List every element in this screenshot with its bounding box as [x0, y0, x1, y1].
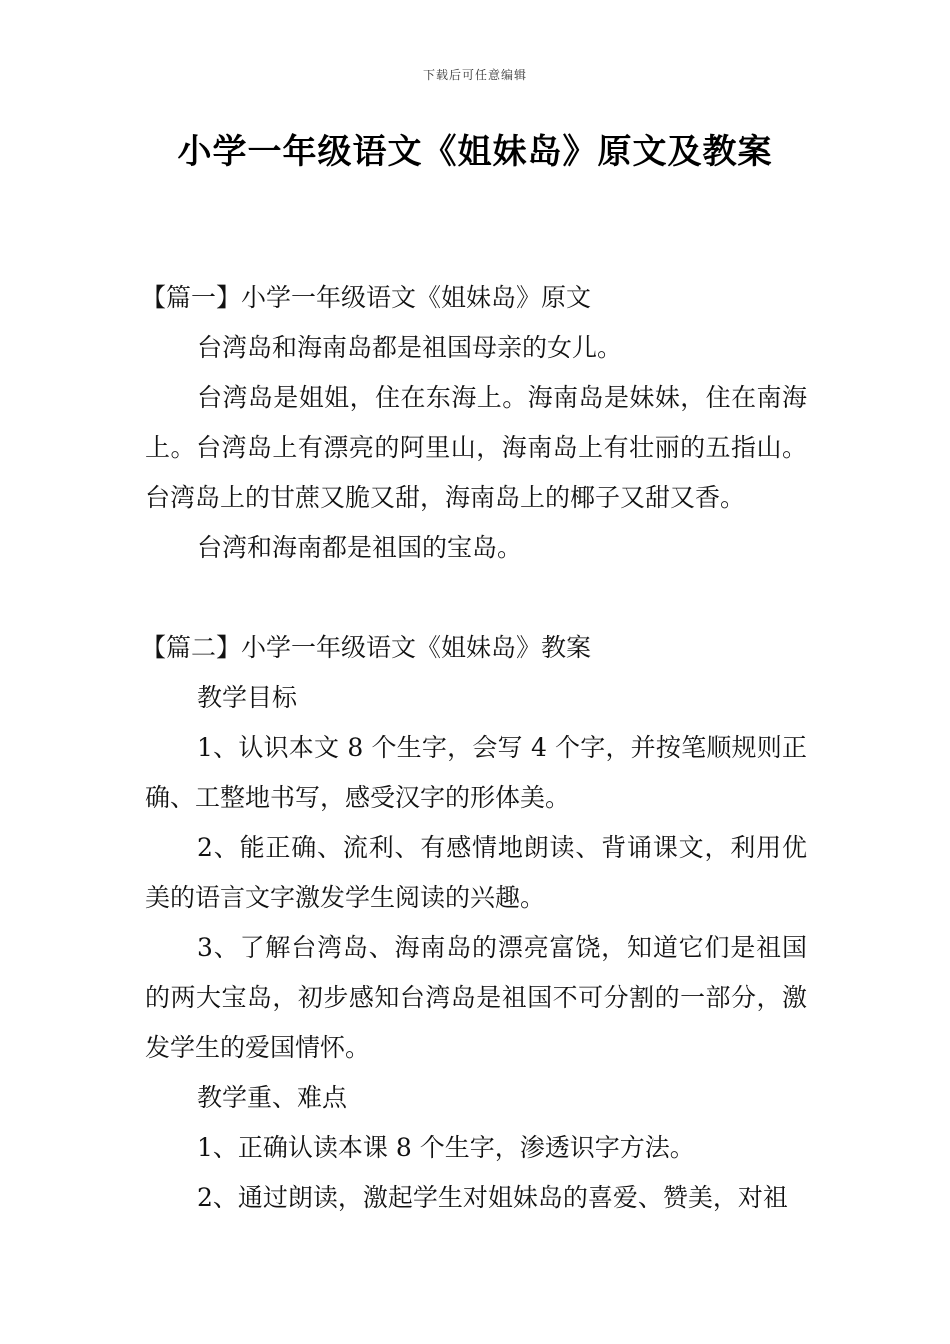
paragraph: 1、认识本文 8 个生字，会写 4 个字，并按笔顺规则正确、工整地书写，感受汉字的形体美。	[145, 733, 807, 812]
paragraph: 台湾岛和海南岛都是祖国母亲的女儿。	[197, 333, 623, 362]
paragraph: 台湾岛是姐姐，住在东海上。海南岛是妹妹，住在南海上。台湾岛上有漂亮的阿里山，海南岛上有壮丽的五指山。台湾岛上的甘蔗又脆又甜，海南岛上的椰子又甜又香。	[145, 383, 807, 512]
paragraph: 2、通过朗读，激起学生对姐妹岛的喜爱、赞美，对祖	[197, 1183, 788, 1212]
section-gap	[145, 573, 807, 623]
subheading-key-points: 教学重、难点	[197, 1083, 348, 1112]
section-heading-2: 【篇二】小学一年级语文《姐妹岛》教案	[141, 633, 592, 662]
document-title: 小学一年级语文《姐妹岛》原文及教案	[177, 132, 773, 172]
subheading-teaching-goals: 教学目标	[197, 683, 298, 712]
paragraph: 2、能正确、流利、有感情地朗读、背诵课文，利用优美的语言文字激发学生阅读的兴趣。	[145, 833, 807, 912]
header-note: 下载后可任意编辑	[422, 68, 527, 82]
document-body	[141, 273, 807, 1223]
paragraph: 1、正确认读本课 8 个生字，渗透识字方法。	[197, 1133, 695, 1162]
paragraph: 台湾和海南都是祖国的宝岛。	[197, 533, 523, 562]
paragraph: 3、了解台湾岛、海南岛的漂亮富饶，知道它们是祖国的两大宝岛，初步感知台湾岛是祖国不可分割的一部分，激发学生的爱国情怀。	[145, 933, 807, 1062]
section-heading-1: 【篇一】小学一年级语文《姐妹岛》原文	[141, 283, 592, 312]
